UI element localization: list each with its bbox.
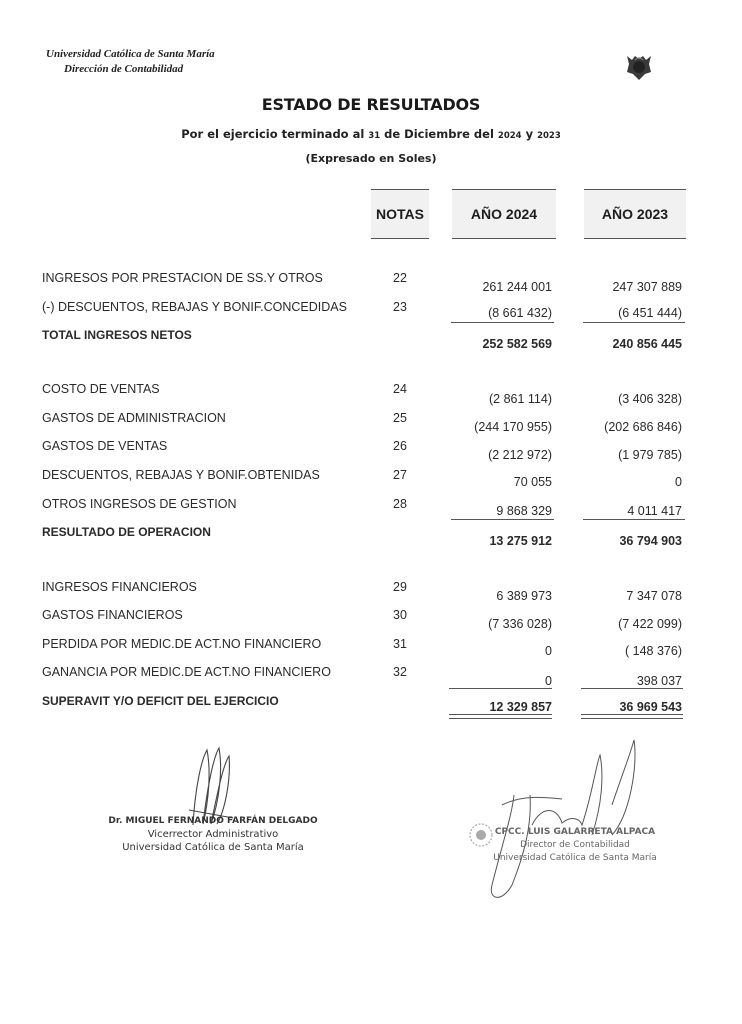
row-note: 23 [393, 300, 407, 314]
table-row [0, 665, 742, 688]
row-note: 31 [393, 637, 407, 651]
row-value-2024: 0 [545, 644, 552, 658]
table-row [0, 382, 742, 406]
subtitle-year-current: 2024 [497, 131, 522, 141]
grand-total-double-rule [449, 714, 552, 719]
row-value-2023: 0 [675, 475, 682, 489]
row-note: 25 [393, 411, 407, 425]
signatory-name: CPCC. LUIS GALARRETA ALPACA [494, 827, 656, 837]
subtitle-day: 31 [368, 131, 381, 141]
signature-block-director [490, 826, 660, 865]
column-header-2023: AÑO 2023 [584, 189, 686, 239]
subtitle-text: y [521, 127, 538, 141]
row-label: GASTOS DE VENTAS [42, 439, 168, 453]
subtotal-rule [583, 519, 685, 520]
row-value-2023: (202 686 846) [604, 420, 682, 434]
currency-note: (Expresado en Soles) [305, 152, 437, 165]
row-value-2023: 36 969 543 [619, 700, 682, 714]
row-value-2024: 0 [545, 674, 552, 688]
signatory-name: Dr. MIGUEL FERNANDO FARFÁN DELGADO [108, 816, 318, 826]
signature-scribble-icon [462, 735, 662, 905]
subtitle-text: de Diciembre del [380, 127, 498, 141]
table-row [0, 468, 742, 488]
table-row [0, 580, 742, 603]
row-value-2024: (8 661 432) [488, 306, 552, 320]
row-value-2024: (7 336 028) [488, 617, 552, 631]
row-label: INGRESOS POR PRESTACION DE SS.Y OTROS [42, 271, 323, 285]
table-row-total [0, 328, 742, 351]
department-name: Dirección de Contabilidad [64, 63, 184, 75]
page-title: ESTADO DE RESULTADOS [261, 95, 481, 114]
table-row [0, 439, 742, 462]
column-header-2024: AÑO 2024 [452, 189, 556, 239]
signature-block-vicerrector [108, 815, 318, 854]
subtotal-rule [449, 688, 552, 689]
row-label: PERDIDA POR MEDIC.DE ACT.NO FINANCIERO [42, 637, 322, 651]
row-value-2024: 12 329 857 [489, 700, 552, 714]
row-value-2023: 36 794 903 [619, 534, 682, 548]
row-value-2024: 70 055 [513, 475, 552, 489]
row-label: DESCUENTOS, REBAJAS Y BONIF.OBTENIDAS [42, 468, 320, 482]
university-crest-icon [623, 50, 655, 82]
row-label: GANANCIA POR MEDIC.DE ACT.NO FINANCIERO [42, 665, 331, 679]
subtitle-text: Por el ejercicio terminado al [181, 127, 369, 141]
row-label: GASTOS FINANCIEROS [42, 608, 183, 622]
row-note: 27 [393, 468, 407, 482]
row-value-2023: 247 307 889 [612, 280, 682, 294]
row-value-2024: 9 868 329 [496, 504, 552, 518]
organization-name: Universidad Católica de Santa María [46, 48, 215, 60]
row-note: 26 [393, 439, 407, 453]
row-value-2024: (2 861 114) [488, 392, 552, 406]
subtotal-rule [583, 322, 685, 323]
row-label: OTROS INGRESOS DE GESTION [42, 497, 237, 511]
row-note: 24 [393, 382, 407, 396]
row-note: 29 [393, 580, 407, 594]
row-note: 30 [393, 608, 407, 622]
table-row [0, 411, 742, 434]
subtitle-year-prior: 2023 [537, 131, 561, 141]
row-label: RESULTADO DE OPERACION [42, 525, 211, 539]
row-note: 22 [393, 271, 407, 285]
row-value-2024: 261 244 001 [482, 280, 552, 294]
row-value-2023: ( 148 376) [625, 644, 682, 658]
row-value-2024: (2 212 972) [488, 448, 552, 462]
table-row [0, 497, 742, 517]
row-value-2024: (244 170 955) [474, 420, 552, 434]
row-label: (-) DESCUENTOS, REBAJAS Y BONIF.CONCEDIDAS [42, 300, 347, 314]
letterhead [46, 47, 215, 77]
table-row [0, 271, 742, 294]
row-note: 28 [393, 497, 407, 511]
row-label: COSTO DE VENTAS [42, 382, 160, 396]
table-row-total [0, 694, 742, 714]
row-value-2023: (6 451 444) [618, 306, 682, 320]
period-subtitle [0, 127, 742, 141]
row-value-2024: 13 275 912 [489, 534, 552, 548]
row-label: SUPERAVIT Y/O DEFICIT DEL EJERCICIO [42, 694, 279, 708]
row-value-2023: (3 406 328) [618, 392, 682, 406]
row-value-2023: (1 979 785) [618, 448, 682, 462]
row-value-2024: 6 389 973 [496, 589, 552, 603]
table-row-total [0, 525, 742, 548]
signatory-role: Vicerrector Administrativo [147, 829, 279, 840]
table-row [0, 300, 742, 320]
row-value-2023: 398 037 [636, 674, 682, 688]
subtotal-rule [451, 519, 554, 520]
row-label: INGRESOS FINANCIEROS [42, 580, 197, 594]
row-note: 32 [393, 665, 407, 679]
row-value-2023: 4 011 417 [627, 504, 682, 518]
subtotal-rule [451, 322, 554, 323]
row-value-2023: 7 347 078 [626, 589, 682, 603]
row-value-2023: 240 856 445 [612, 337, 682, 351]
column-header-notes: NOTAS [371, 189, 429, 239]
row-label: TOTAL INGRESOS NETOS [42, 328, 192, 342]
signatory-institution: Universidad Católica de Santa María [122, 842, 304, 853]
table-row [0, 608, 742, 631]
row-label: GASTOS DE ADMINISTRACION [42, 411, 226, 425]
grand-total-double-rule [581, 714, 683, 719]
table-row [0, 637, 742, 657]
subtotal-rule [581, 688, 683, 689]
signatory-role: Director de Contabilidad [520, 840, 630, 850]
row-value-2024: 252 582 569 [482, 337, 552, 351]
signatory-institution: Universidad Católica de Santa María [493, 853, 657, 863]
row-value-2023: (7 422 099) [618, 617, 682, 631]
